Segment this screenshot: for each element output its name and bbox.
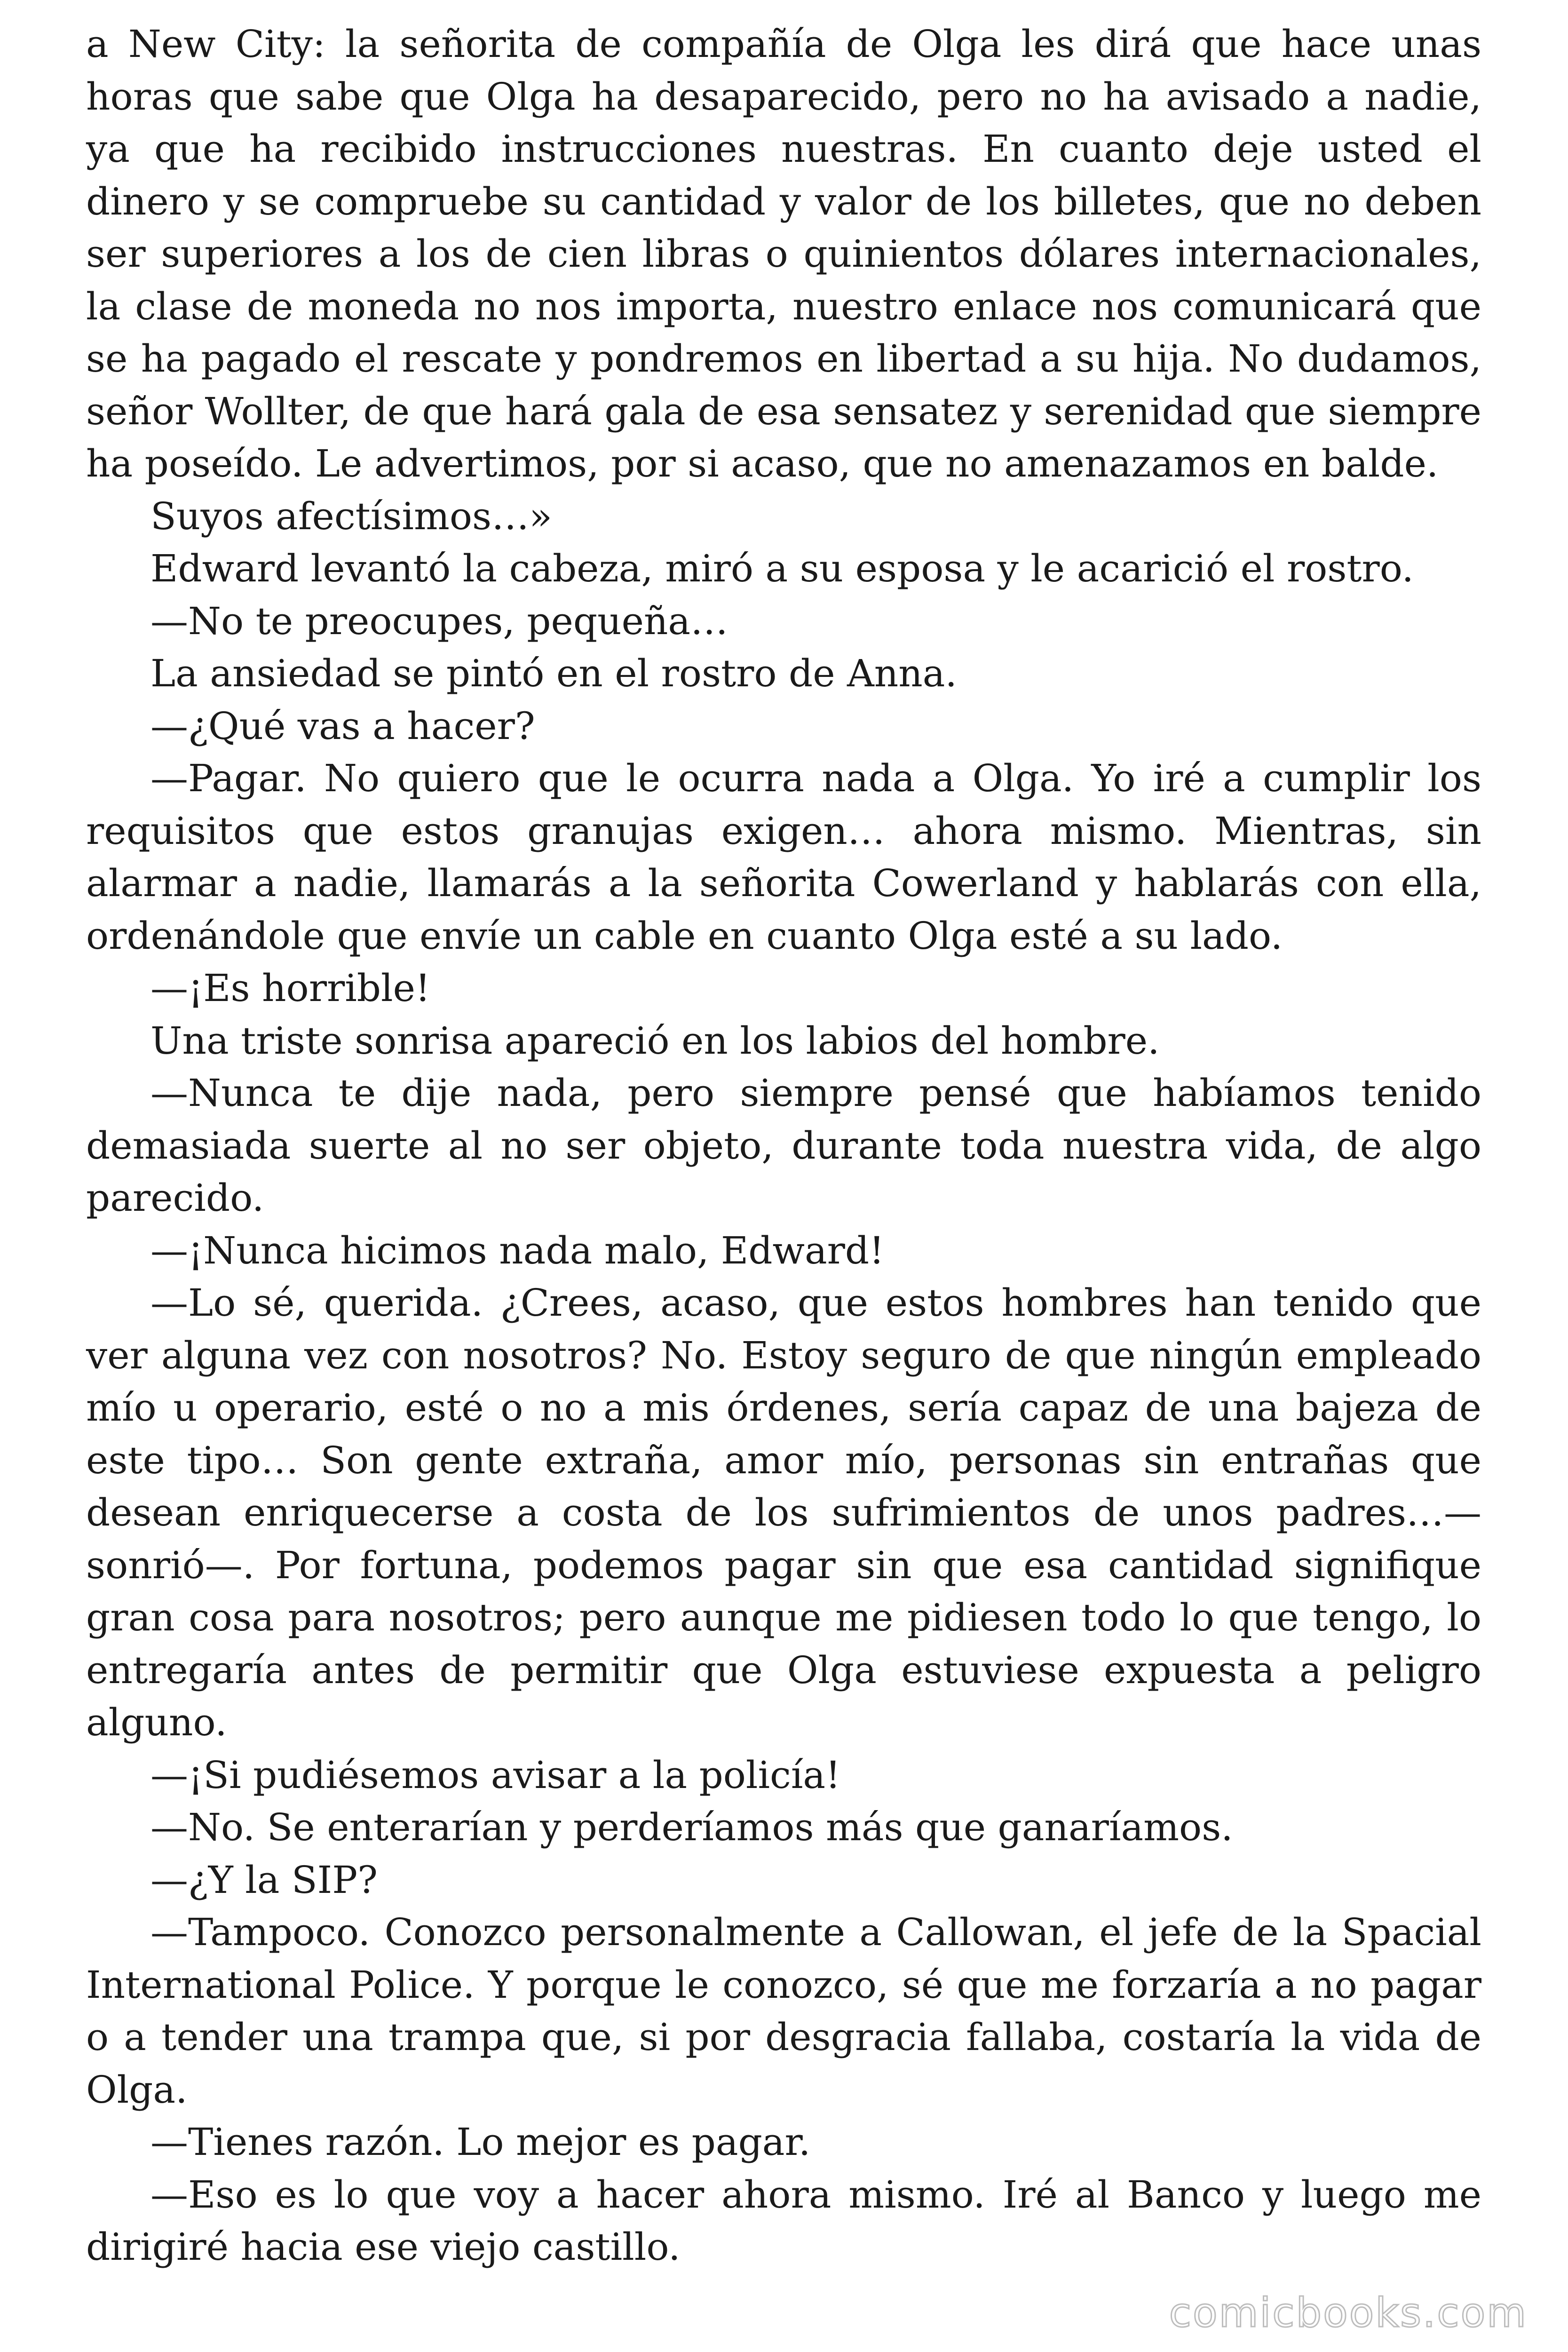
watermark: comicbooks.com	[1169, 2289, 1528, 2336]
dialogue-line: —¡Nunca hicimos nada malo, Edward!	[150, 1228, 885, 1272]
dialogue-line: —Nunca te dije nada, pero siempre pensé que habíamos tenido demasiada suerte al no ser objeto, durante toda nuestra vida, de algo parecido.	[86, 1071, 1481, 1220]
dialogue-line: —Lo sé, querida. ¿Crees, acaso, que estos hombres han tenido que ver alguna vez con nosotros? No. Estoy seguro de que ningún empleado mío u operario, esté o no a mis órdenes, sería capaz de una bajeza de este tipo… Son gente extraña, amor mío, personas sin entrañas que desean enriquecerse a costa de los sufrimientos de unos padres…— sonrió—. Por fortuna, podemos pagar sin que esa cantidad signifique gran cosa para nosotros; pero aunque me pidiesen todo lo que tengo, lo entregaría antes de permitir que Olga estuviese expuesta a peligro alguno.	[86, 1281, 1481, 1744]
dialogue-line: —No te preocupes, pequeña…	[150, 599, 729, 643]
page-body	[86, 18, 1481, 2273]
dialogue-line: —Tienes razón. Lo mejor es pagar.	[150, 2120, 811, 2164]
paragraph-edward-raises-head: Edward levantó la cabeza, miró a su esposa y le acarició el rostro.	[150, 547, 1414, 590]
dialogue-line: —¡Si pudiésemos avisar a la policía!	[150, 1753, 841, 1797]
dialogue-line: —¡Es horrible!	[150, 966, 431, 1010]
dialogue-line: —¿Y la SIP?	[150, 1858, 378, 1902]
dialogue-line: —Pagar. No quiero que le ocurra nada a Olga. Yo iré a cumplir los requisitos que estos granujas exigen… ahora mismo. Mientras, sin alarmar a nadie, llamarás a la señorita Cowerland y hablarás con ella, ordenándole que envíe un cable en cuanto Olga esté a su lado.	[86, 756, 1481, 958]
dialogue-line: —¿Qué vas a hacer?	[150, 704, 535, 748]
paragraph-sad-smile: Una triste sonrisa apareció en los labios del hombre.	[150, 1018, 1160, 1063]
paragraph-letter-body: a New City: la señorita de compañía de Olga les dirá que hace unas horas que sabe que Olga ha desaparecido, pero no ha avisado a nadie, ya que ha recibido instrucciones nuestras. En cuanto deje usted el dinero y se compruebe su cantidad y valor de los billetes, que no deben ser superiores a los de cien libras o quinientos dólares internacionales, la clase de moneda no nos importa, nuestro enlace nos comunicará que se ha pagado el rescate y pondremos en libertad a su hija. No dudamos, señor Wollter, de que hará gala de esa sensatez y serenidad que siempre ha poseído. Le advertimos, por si acaso, que no amenazamos en balde.	[86, 22, 1481, 485]
paragraph-signoff: Suyos afectísimos…»	[150, 494, 553, 538]
paragraph-anna-anxiety: La ansiedad se pintó en el rostro de Anna.	[150, 652, 957, 695]
dialogue-line: —No. Se enterarían y perderíamos más que ganaríamos.	[150, 1805, 1233, 1849]
dialogue-line: —Tampoco. Conozco personalmente a Callowan, el jefe de la Spacial International Police. Y porque le conozco, sé que me forzaría a no pagar o a tender una trampa que, si por desgracia fallaba, costaría la vida de Olga.	[86, 1910, 1481, 2112]
dialogue-line: —Eso es lo que voy a hacer ahora mismo. Iré al Banco y luego me dirigiré hacia ese viejo castillo.	[86, 2172, 1481, 2269]
